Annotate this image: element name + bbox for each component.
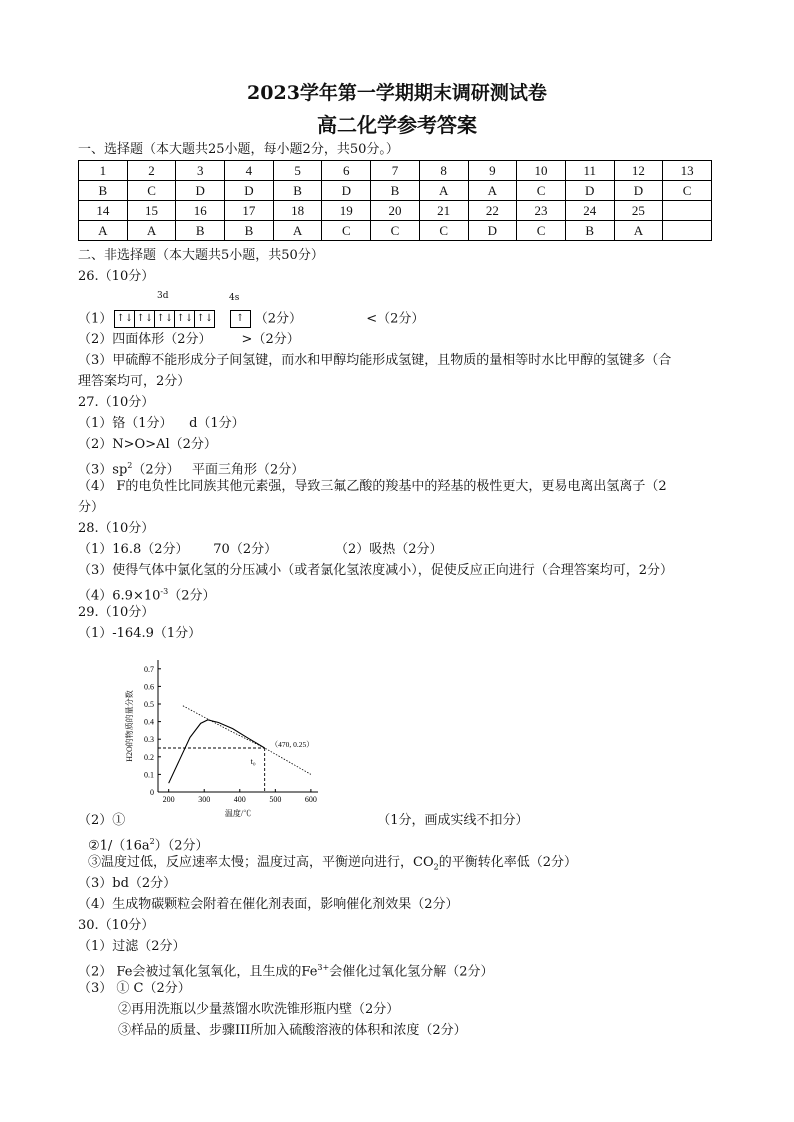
q28-p4-sup: -3: [160, 587, 169, 596]
table-cell: D: [565, 181, 614, 201]
section-1-heading: 一、选择题（本大题共25小题，每小题2分，共50分。）: [78, 142, 399, 157]
section-2-heading: 二、非选择题（本大题共5小题，共50分）: [78, 248, 324, 263]
q29-heading: 29.（10分）: [78, 605, 155, 620]
q26-p1-prefix: （1）: [78, 311, 113, 327]
y-tick-label: 0.5: [144, 700, 154, 709]
q29-p2-text: （2）①: [78, 813, 126, 828]
table-cell: 14: [79, 201, 128, 221]
q27-part1: （1）铬（1分） d（1分）: [78, 416, 245, 431]
q29-p2c-sub: 2: [433, 862, 439, 872]
q30-p2-a: （2） Fe会被过氧化氢氧化，且生成的Fe: [78, 964, 318, 980]
point-label: （470, 0.25）: [270, 740, 314, 749]
table-cell: B: [79, 181, 128, 201]
page-title: 2023学年第一学期期末调研测试卷: [247, 82, 547, 104]
table-cell: 4: [225, 161, 274, 181]
y-tick-label: 0.6: [144, 682, 154, 692]
table-cell: 23: [517, 201, 566, 221]
table-cell: 24: [565, 201, 614, 221]
x-tick-label: 500: [269, 795, 282, 804]
q30-heading: 30.（10分）: [78, 918, 155, 933]
x-axis-label: 温度/℃: [224, 809, 252, 818]
y-tick-label: 0.1: [144, 770, 154, 780]
x-tick-label: 600: [304, 795, 317, 804]
table-cell: B: [273, 181, 322, 201]
table-cell: 25: [614, 201, 663, 221]
table-cell: 17: [225, 201, 274, 221]
q29-p2b-sup: 2: [149, 837, 155, 846]
chart-axes: [124, 660, 318, 818]
orbital-box: ↑↓: [194, 310, 215, 328]
q29-p2c-b: 的平衡转化率低（2分）: [438, 855, 577, 870]
table-cell: D: [225, 181, 274, 201]
table-cell: D: [176, 181, 225, 201]
table-cell: D: [468, 221, 517, 241]
q29-p2b-b: ）（2分）: [154, 838, 209, 854]
h2o-fraction-chart: [118, 652, 338, 824]
q29-part3: （3）bd（2分）: [78, 876, 177, 891]
table-cell: C: [517, 181, 566, 201]
orbital-box: ↑↓: [134, 310, 154, 328]
answer-table: [78, 160, 712, 241]
table-row-answers: [79, 221, 712, 241]
q27-part4a: （4） F的电负性比同族其他元素强，导致三氟乙酸的羧基中的羟基的极性更大，更易电离出氢离子（2: [78, 479, 667, 494]
orbital-box: ↑↓: [174, 310, 194, 328]
q27-p3-sup: 2: [127, 461, 133, 470]
table-cell: 9: [468, 161, 517, 181]
q26-part3a: （3）甲硫醇不能形成分子间氢键，而水和甲醇均能形成氢键，且物质的量相等时水比甲醇的氢键多（合: [78, 353, 672, 368]
table-cell: 3: [176, 161, 225, 181]
q28-part4: [78, 583, 215, 605]
chart-annotations: [158, 740, 314, 792]
q30-p2-sup: 3+: [317, 963, 330, 972]
table-cell: 19: [322, 201, 371, 221]
q27-heading: 27.（10分）: [78, 395, 155, 410]
table-row-answers: [79, 181, 712, 201]
table-cell: 21: [419, 201, 468, 221]
q27-part3: [78, 457, 304, 479]
table-cell: [663, 221, 712, 241]
q29-p2-note: （1分，画成实线不扣分）: [377, 813, 529, 828]
q26-heading: 26.（10分）: [78, 269, 155, 284]
label-4s: 4s: [229, 293, 240, 303]
table-cell: C: [322, 221, 371, 241]
q30-part1: （1）过滤（2分）: [78, 939, 186, 954]
q29-part2c: [88, 854, 577, 877]
table-cell: [663, 201, 712, 221]
table-cell: 5: [273, 161, 322, 181]
orbital-3d: [114, 310, 215, 329]
q29-part1: （1）-164.9（1分）: [78, 626, 202, 641]
q26-p1-score: （2分）: [254, 311, 302, 327]
q28-part3: （3）使得气体中氯化氢的分压减小（或者氯化氢浓度减小），促使反应正向进行（合理答案均可，2分）: [78, 563, 674, 578]
table-cell: 20: [371, 201, 420, 221]
q28-p4-b: （2分）: [168, 588, 216, 604]
table-cell: 11: [565, 161, 614, 181]
y-tick-label: 0.2: [144, 752, 154, 762]
series-line-measured: [169, 720, 265, 783]
table-cell: C: [371, 221, 420, 241]
x-tick-label: 300: [198, 795, 211, 804]
table-cell: D: [614, 181, 663, 201]
orbital-4s: ↑: [230, 310, 251, 328]
q29-p2c-a: ③温度过低，反应速率太慢；温度过高，平衡逆向进行，CO: [88, 855, 434, 870]
q28-heading: 28.（10分）: [78, 521, 155, 536]
q27-part4b: 分）: [78, 500, 105, 515]
y-tick-label: 0.7: [144, 664, 154, 674]
y-tick-label: 0.4: [144, 717, 154, 727]
page-subtitle: 高二化学参考答案: [317, 113, 477, 137]
table-cell: C: [663, 181, 712, 201]
table-row-numbers: [79, 161, 712, 181]
marker-label: t₀: [250, 757, 256, 766]
q26-part1: [78, 310, 424, 329]
x-tick-label: 400: [233, 795, 246, 804]
table-cell: A: [468, 181, 517, 201]
q27-p3-b: （2分） 平面三角形（2分）: [132, 462, 305, 478]
table-cell: 13: [663, 161, 712, 181]
table-cell: 8: [419, 161, 468, 181]
q27-part2: （2）N>O>Al（2分）: [78, 437, 217, 452]
table-cell: B: [565, 221, 614, 241]
table-cell: 6: [322, 161, 371, 181]
table-cell: 16: [176, 201, 225, 221]
table-cell: 2: [127, 161, 176, 181]
table-cell: D: [322, 181, 371, 201]
table-cell: B: [176, 221, 225, 241]
q26-p2-b: >（2分）: [241, 332, 300, 347]
table-cell: 15: [127, 201, 176, 221]
q30-part3c: ③样品的质量、步骤III所加入硫酸溶液的体积和浓度（2分）: [118, 1023, 467, 1038]
table-cell: 22: [468, 201, 517, 221]
q30-part2: [78, 959, 494, 981]
label-3d: 3d: [157, 291, 169, 301]
q29-part2: [78, 812, 529, 830]
table-cell: B: [371, 181, 420, 201]
table-cell: A: [419, 181, 468, 201]
q26-p2-text: （2）四面体形（2分）: [78, 332, 212, 347]
q29-p2b-a: ②1/（16a: [88, 838, 150, 854]
y-axis-label: H2O的物质的量分数: [125, 690, 134, 762]
q28-p4-a: （4）6.9×10: [78, 588, 161, 604]
table-cell: C: [127, 181, 176, 201]
q29-part2b: [88, 833, 208, 855]
q26-p1-b: <（2分）: [366, 311, 425, 327]
table-cell: C: [517, 221, 566, 241]
table-cell: 10: [517, 161, 566, 181]
orbital-box: ↑↓: [114, 310, 134, 328]
q28-part1: （1）16.8（2分） 70（2分） （2）吸热（2分）: [78, 542, 443, 557]
y-tick-label: 0.3: [144, 735, 154, 745]
table-cell: 1: [79, 161, 128, 181]
table-cell: 7: [371, 161, 420, 181]
q30-part3: （3） ① C（2分）: [78, 981, 191, 996]
table-cell: A: [273, 221, 322, 241]
table-row-numbers: [79, 201, 712, 221]
table-cell: 18: [273, 201, 322, 221]
orbital-box: ↑↓: [154, 310, 174, 328]
q27-p3-a: （3）sp: [78, 462, 128, 478]
table-cell: C: [419, 221, 468, 241]
table-cell: A: [614, 221, 663, 241]
q26-part2: [78, 331, 300, 349]
q30-p2-b: 会催化过氧化氢分解（2分）: [329, 964, 494, 980]
y-tick-label: 0: [150, 788, 154, 797]
table-cell: A: [127, 221, 176, 241]
q30-part3b: ②再用洗瓶以少量蒸馏水吹洗锥形瓶内壁（2分）: [118, 1002, 400, 1017]
table-cell: A: [79, 221, 128, 241]
q29-part4: （4）生成物碳颗粒会附着在催化剂表面，影响催化剂效果（2分）: [78, 897, 459, 912]
x-tick-label: 200: [162, 795, 175, 804]
q26-part3b: 理答案均可，2分）: [78, 374, 191, 389]
table-cell: B: [225, 221, 274, 241]
table-cell: 12: [614, 161, 663, 181]
